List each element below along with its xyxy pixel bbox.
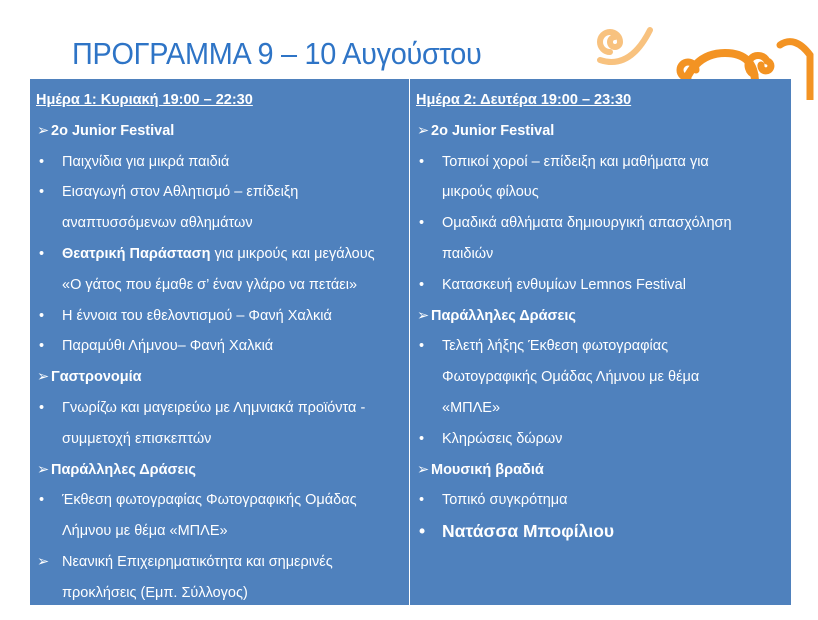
list-item [30, 393, 409, 424]
item-text [410, 246, 493, 262]
item-text [410, 184, 539, 200]
bullet-icon: • [39, 307, 45, 324]
list-item [410, 516, 791, 547]
section-title [410, 301, 791, 332]
item-text [30, 308, 332, 324]
item-text-segment: Κατασκευή ενθυμίων Lemnos Festival [442, 276, 686, 293]
item-text-segment: Παραμύθι Λήμνου– Φανή Χαλκιά [62, 338, 274, 355]
list-item-continuation [30, 516, 409, 547]
bullet-icon: • [39, 153, 45, 170]
day-heading: Ημέρα 1: Κυριακή 19:00 – 22:30 [36, 92, 253, 108]
item-text-segment: Εισαγωγή στον Αθλητισμό – επίδειξη [62, 184, 299, 201]
item-text [30, 277, 357, 293]
arrow-bullet-icon: ➢ [417, 122, 430, 139]
list-item-continuation [30, 578, 409, 609]
list-item [30, 147, 409, 178]
item-text-segment: Νεανική Επιχειρηματικότητα και σημερινές [62, 553, 333, 570]
page-title: ΠΡΟΓΡΑΜΜΑ 9 – 10 Αυγούστου [72, 36, 482, 71]
item-text [30, 523, 228, 539]
list-item [30, 301, 409, 332]
item-text-segment: «ΜΠΛΕ» [442, 399, 501, 416]
list-item [30, 177, 409, 208]
item-text [30, 492, 357, 508]
item-text [30, 338, 273, 354]
item-text-segment: Νατάσσα Μποφίλιου [442, 521, 615, 542]
item-text [30, 554, 333, 570]
arrow-bullet-icon: ➢ [417, 307, 430, 324]
item-text-segment: Η έννοια του εθελοντισμού – Φανή Χαλκιά [62, 307, 332, 324]
bullet-icon: • [39, 184, 45, 201]
list-item [410, 424, 791, 455]
bullet-icon: • [419, 276, 425, 293]
item-text-segment: Παιχνίδια για μικρά παιδιά [62, 153, 230, 170]
item-text-segment: παιδιών [442, 245, 494, 262]
list-item-continuation [410, 393, 791, 424]
section-label: Παράλληλες Δράσεις [431, 307, 576, 324]
section-title [410, 455, 791, 486]
section-title [30, 362, 409, 393]
list-item [30, 239, 409, 270]
day-1-column [30, 79, 410, 605]
list-item [410, 208, 791, 239]
section-label: 2o Junior Festival [431, 122, 555, 139]
list-item [30, 331, 409, 362]
item-text [410, 215, 732, 231]
arrow-bullet-icon: ➢ [417, 461, 430, 478]
item-text-segment: για μικρούς και μεγάλους [210, 245, 375, 262]
section-title [30, 116, 409, 147]
item-text-segment: Ομαδικά αθλήματα δημιουργική απασχόληση [442, 215, 732, 232]
arrow-bullet-icon: ➢ [37, 122, 50, 139]
item-text [410, 338, 668, 354]
item-text-segment: Τοπικοί χοροί – επίδειξη και μαθήματα για [442, 153, 709, 170]
item-text-segment: αναπτυσσόμενων αθλημάτων [62, 215, 253, 232]
bullet-icon: • [419, 153, 425, 170]
day-heading: Ημέρα 2: Δευτέρα 19:00 – 23:30 [416, 92, 632, 108]
item-text-segment: συμμετοχή επισκεπτών [62, 430, 212, 447]
list-item-continuation [410, 239, 791, 270]
bullet-icon: • [419, 338, 425, 355]
bullet-icon: • [39, 338, 45, 355]
list-item-continuation [30, 270, 409, 301]
bullet-icon: • [419, 215, 425, 232]
item-text-segment: Λήμνου με θέμα «ΜΠΛΕ» [62, 523, 228, 540]
arrow-bullet-icon: ➢ [37, 461, 50, 478]
bullet-icon: • [419, 521, 426, 542]
item-text [30, 246, 375, 262]
item-text [410, 277, 686, 293]
section-label: 2o Junior Festival [51, 122, 175, 139]
arrow-bullet-icon: ➢ [37, 553, 50, 570]
item-bold-text: Θεατρική Παράσταση [62, 245, 211, 262]
item-text [30, 400, 365, 416]
item-text [30, 154, 229, 170]
item-text-segment: Γνωρίζω και μαγειρεύω με Λημνιακά προϊόντα - [62, 399, 366, 416]
bullet-icon: • [419, 430, 425, 447]
item-text-segment: Φωτογραφικής Ομάδας Λήμνου με θέμα [442, 369, 700, 386]
list-item [30, 547, 409, 578]
list-item [30, 485, 409, 516]
bullet-icon: • [39, 399, 45, 416]
item-text [410, 521, 614, 541]
item-text-segment: «Ο γάτος που έμαθε σ’ έναν γλάρο να πετάει» [62, 276, 358, 293]
list-item-continuation [410, 362, 791, 393]
item-text [410, 431, 562, 447]
item-text [410, 492, 568, 508]
list-item-continuation [30, 208, 409, 239]
arrow-bullet-icon: ➢ [37, 369, 50, 386]
item-text [30, 585, 248, 601]
item-text-segment: Τοπικό συγκρότημα [442, 492, 568, 509]
item-text-segment: Κληρώσεις δώρων [442, 430, 563, 447]
bullet-icon: • [39, 245, 45, 262]
item-text [410, 154, 709, 170]
program-table [30, 79, 791, 605]
item-text [30, 184, 298, 200]
section-label: Μουσική βραδιά [431, 461, 544, 478]
item-text [30, 431, 211, 447]
item-text-segment: Έκθεση φωτογραφίας Φωτογραφικής Ομάδας [62, 492, 357, 509]
bullet-icon: • [39, 492, 45, 509]
section-title [30, 455, 409, 486]
list-item [410, 270, 791, 301]
list-item-continuation [30, 424, 409, 455]
item-text-segment: Τελετή λήξης Έκθεση φωτογραφίας [442, 338, 669, 355]
item-text-segment: προκλήσεις (Εμπ. Σύλλογος) [62, 584, 248, 601]
list-item [410, 485, 791, 516]
item-text [30, 215, 253, 231]
item-text-segment: μικρούς φίλους [442, 184, 539, 201]
day-2-column [410, 79, 791, 605]
section-label: Γαστρονομία [51, 369, 142, 386]
section-label: Παράλληλες Δράσεις [51, 461, 196, 478]
bullet-icon: • [419, 492, 425, 509]
section-title [410, 116, 791, 147]
list-item [410, 331, 791, 362]
list-item-continuation [410, 177, 791, 208]
list-item [410, 147, 791, 178]
item-text [410, 400, 500, 416]
item-text [410, 369, 699, 385]
